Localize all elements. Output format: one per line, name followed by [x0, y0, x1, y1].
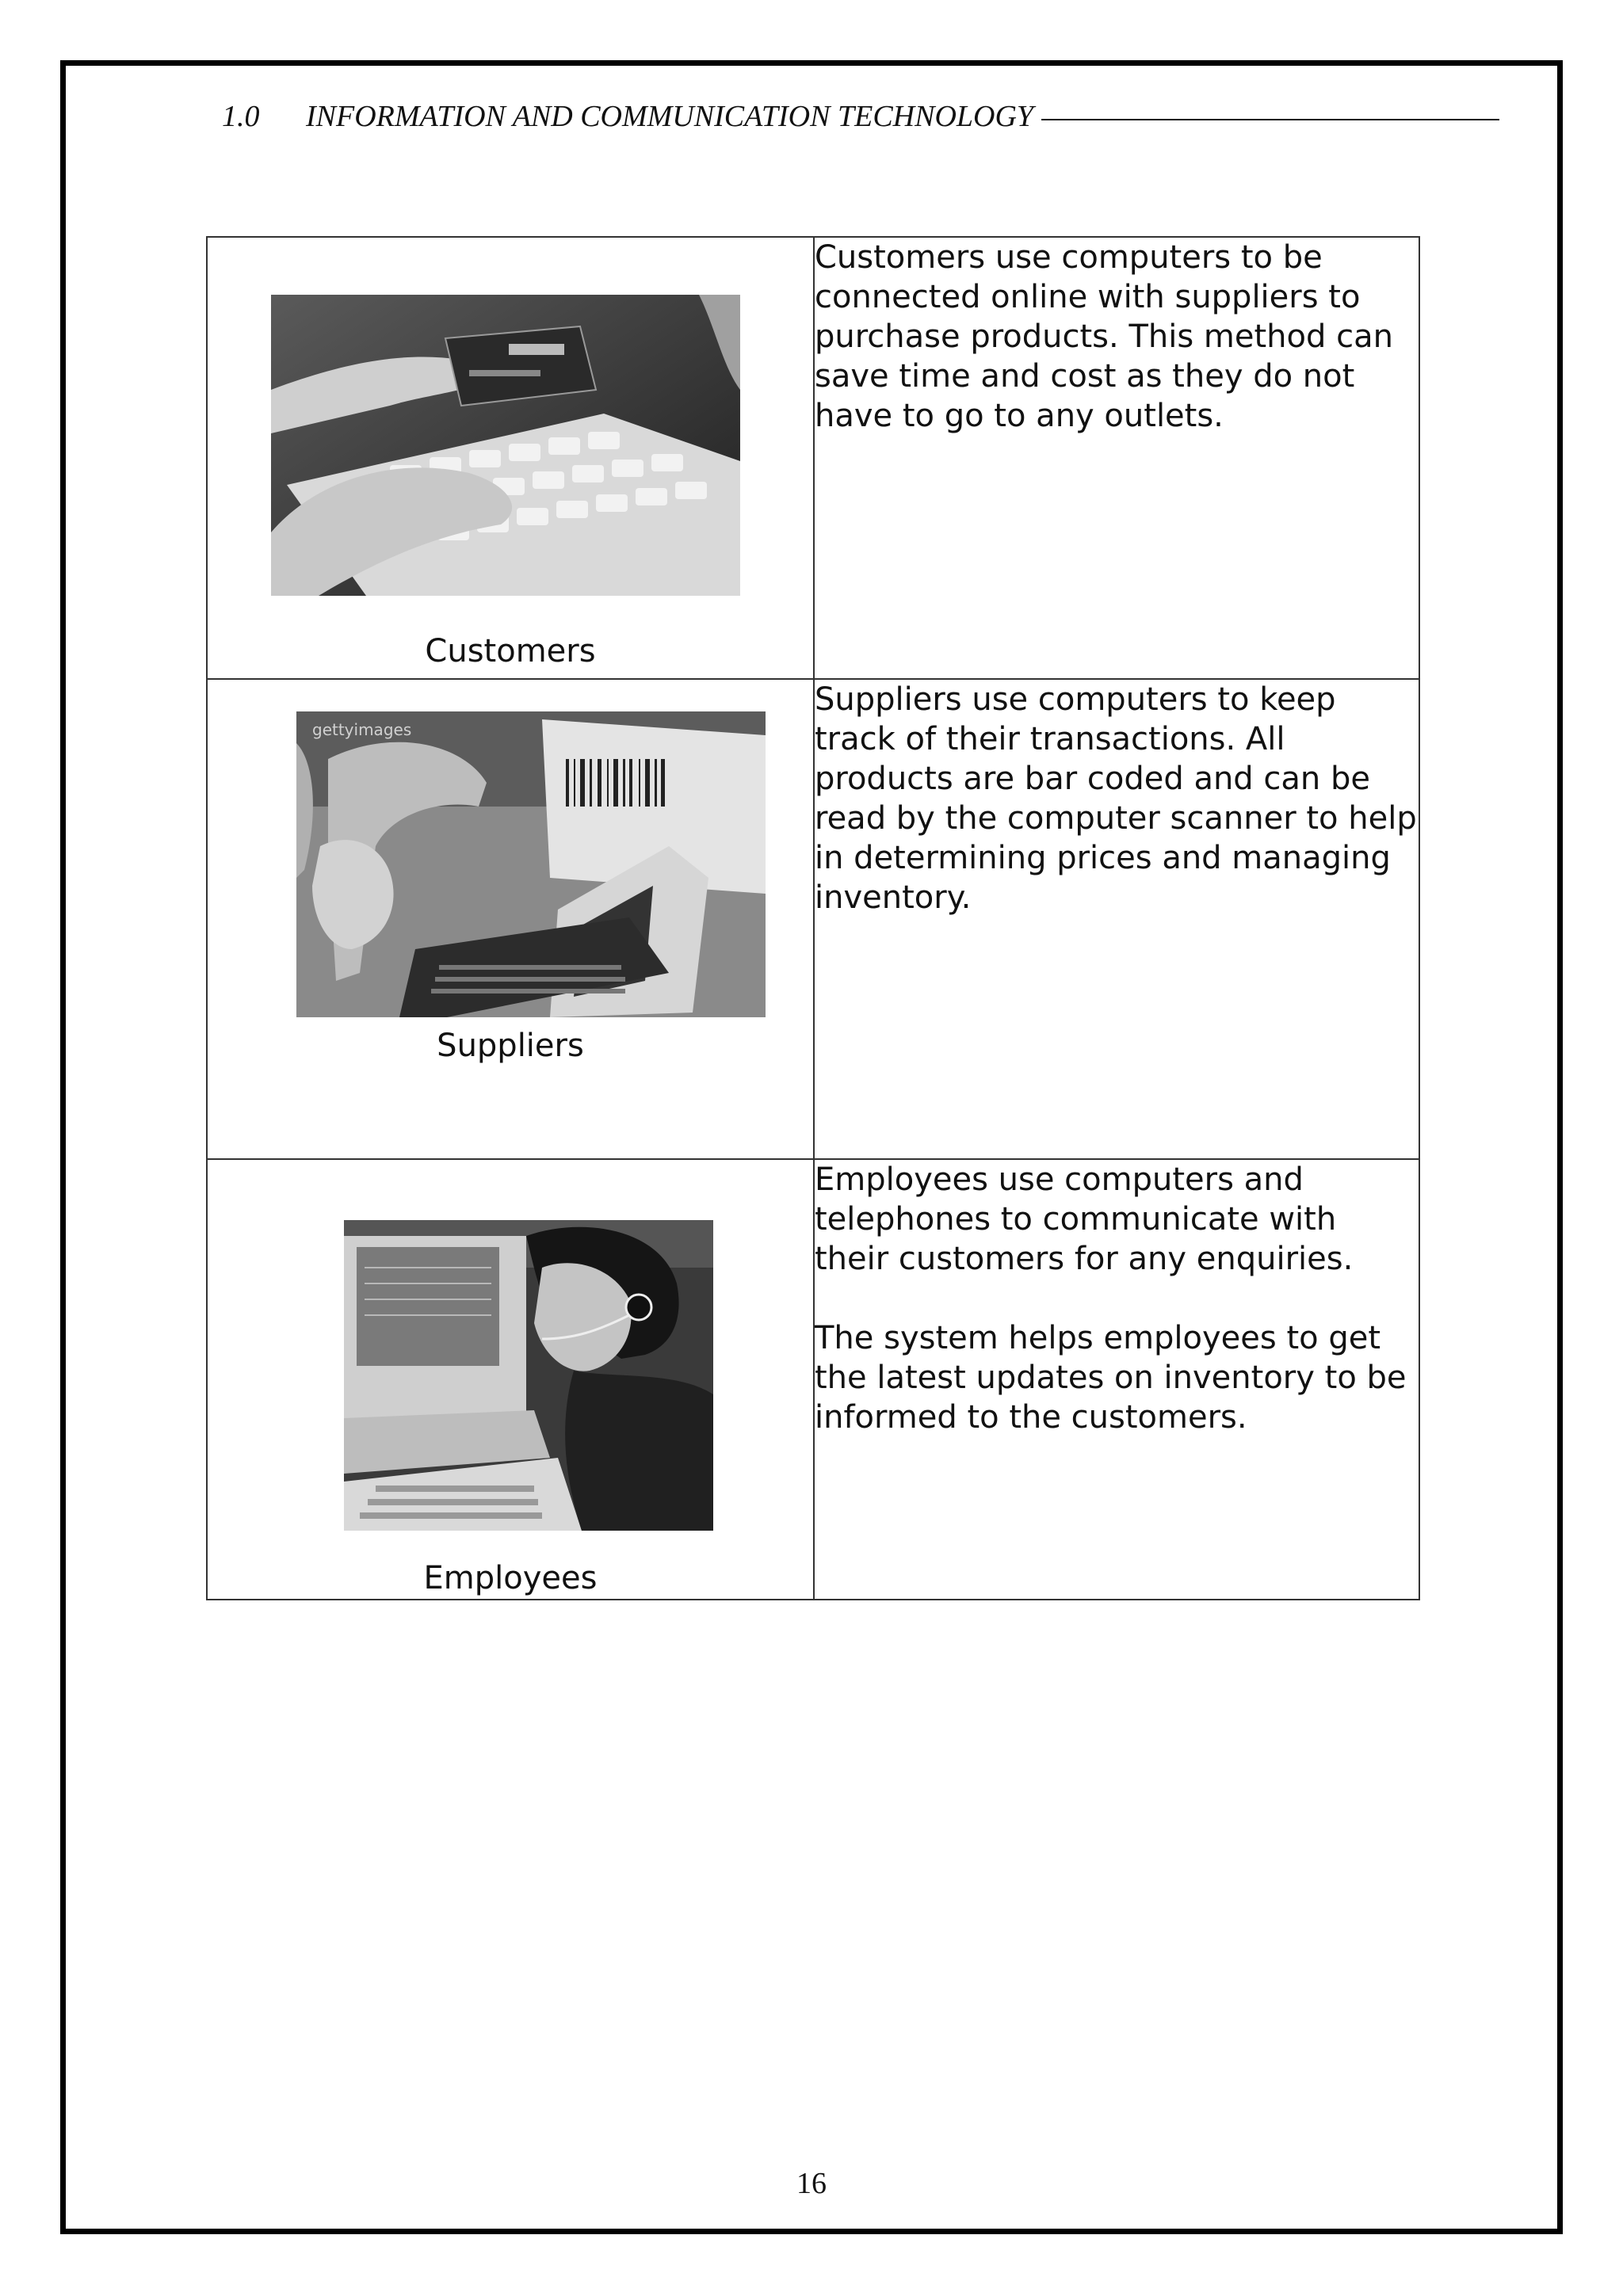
description-cell — [814, 237, 1419, 679]
description-cell — [814, 1159, 1419, 1600]
header-rule — [1041, 119, 1499, 120]
image-cell — [207, 679, 814, 1159]
barcode-scanner-photo — [296, 711, 766, 1017]
stakeholder-table — [206, 236, 1420, 1600]
table-row — [207, 237, 1419, 679]
section-number: 1.0 — [222, 100, 260, 133]
row-caption: Customers — [425, 633, 596, 669]
description-text: Employees use computers and telephones to communicate with their customers for any enquiries. — [815, 1161, 1354, 1277]
credit-card-keyboard-photo — [271, 295, 740, 596]
description-cell — [814, 679, 1419, 1159]
description-text: The system helps employees to get the latest updates on inventory to be informed to the customers. — [815, 1320, 1407, 1436]
photo-watermark: gettyimages — [312, 720, 412, 739]
table-row — [207, 679, 1419, 1159]
page-number: 16 — [796, 2167, 827, 2200]
row-caption: Employees — [423, 1560, 598, 1596]
description-text: Customers use computers to be connected online with suppliers to purchase products. This method can save time and cost as they do not have to go to any outlets. — [815, 239, 1393, 434]
running-header — [222, 97, 1499, 136]
image-cell — [207, 237, 814, 679]
section-title: INFORMATION AND COMMUNICATION TECHNOLOGY — [306, 100, 1034, 133]
row-caption: Suppliers — [437, 1028, 584, 1064]
headset-employee-photo — [344, 1220, 713, 1531]
table-row — [207, 1159, 1419, 1600]
image-cell — [207, 1159, 814, 1600]
description-text: Suppliers use computers to keep track of their transactions. All products are bar coded and can be read by the computer scanner to help in determining prices and managing inventory. — [815, 681, 1417, 916]
